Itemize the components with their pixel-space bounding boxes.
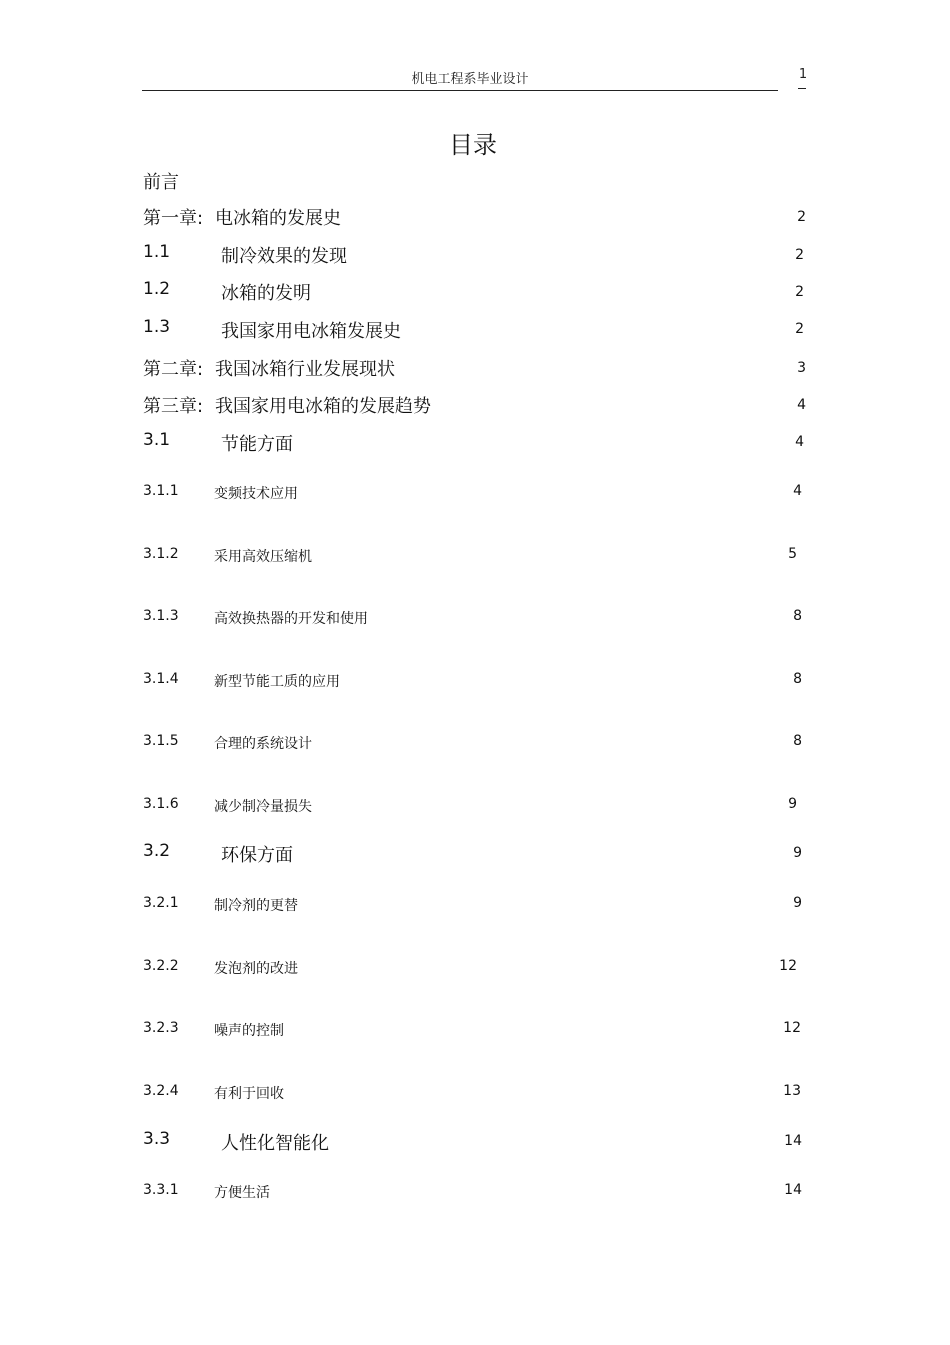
toc-entry-label: 人性化智能化 — [221, 1133, 329, 1154]
toc-entry-number: 3.2 — [143, 841, 171, 861]
toc-entry-label: 方便生活 — [214, 1185, 270, 1201]
toc-entry-number: 3.2.3 — [143, 1020, 179, 1036]
toc-entry-subsection-3-1-3 — [0, 608, 950, 638]
toc-entry-page: 8 — [793, 733, 802, 749]
page-number: 1 — [798, 67, 808, 82]
toc-entry-subsection-3-2-4 — [0, 1083, 950, 1113]
toc-entry-page: 14 — [784, 1133, 802, 1149]
toc-entry-number: 3.2.4 — [143, 1083, 179, 1099]
toc-entry-section-1-3 — [0, 317, 950, 347]
toc-entry-subsection-3-1-6 — [0, 796, 950, 826]
toc-entry-subsection-3-2-2 — [0, 958, 950, 988]
toc-entry-label: 冰箱的发明 — [221, 283, 311, 304]
toc-entry-chapter-2 — [0, 355, 950, 385]
toc-entry-subsection-3-1-5 — [0, 733, 950, 763]
toc-entry-page: 5 — [788, 546, 797, 562]
toc-entry-number: 1.1 — [143, 242, 171, 262]
toc-entry-label: 减少制冷量损失 — [214, 799, 312, 815]
toc-entry-label: 合理的系统设计 — [214, 736, 312, 752]
toc-entry-subsection-3-2-3 — [0, 1020, 950, 1050]
toc-entry-chapter-3 — [0, 392, 950, 422]
toc-entry-number: 1.3 — [143, 317, 171, 337]
toc-entry-preface — [0, 168, 950, 198]
toc-entry-label: 变频技术应用 — [214, 486, 298, 502]
toc-entry-page: 12 — [783, 1020, 801, 1036]
toc-entry-label: 我国家用电冰箱发展史 — [221, 321, 401, 342]
toc-entry-label: 高效换热器的开发和使用 — [214, 611, 368, 627]
toc-entry-page: 2 — [795, 247, 804, 263]
toc-entry-label: 采用高效压缩机 — [214, 549, 312, 565]
toc-entry-number: 第二章: — [143, 359, 204, 380]
toc-entry-label: 我国家用电冰箱的发展趋势 — [215, 396, 431, 417]
toc-entry-page: 2 — [795, 284, 804, 300]
page-number-underline — [798, 88, 806, 89]
toc-entry-number: 3.2.2 — [143, 958, 179, 974]
toc-entry-page: 12 — [779, 958, 797, 974]
toc-entry-label: 节能方面 — [221, 434, 293, 455]
toc-entry-page: 4 — [793, 483, 802, 499]
toc-entry-number: 3.1.1 — [143, 483, 179, 499]
toc-entry-subsection-3-2-1 — [0, 895, 950, 925]
toc-entry-label: 有利于回收 — [214, 1086, 284, 1102]
toc-entry-number: 3.1 — [143, 430, 171, 450]
toc-entry-label: 发泡剂的改进 — [214, 961, 298, 977]
toc-entry-number: 3.1.5 — [143, 733, 179, 749]
toc-entry-section-1-2 — [0, 279, 950, 309]
toc-entry-page: 2 — [795, 321, 804, 337]
toc-entry-page: 3 — [797, 360, 806, 376]
toc-entry-section-3-1 — [0, 430, 950, 460]
toc-entry-subsection-3-1-2 — [0, 546, 950, 576]
header-rule — [142, 90, 778, 91]
toc-entry-page: 9 — [793, 895, 802, 911]
toc-entry-page: 8 — [793, 608, 802, 624]
toc-entry-number: 3.1.2 — [143, 546, 179, 562]
toc-entry-number: 3.1.3 — [143, 608, 179, 624]
running-header-title: 机电工程系毕业设计 — [411, 72, 529, 87]
toc-entry-section-1-1 — [0, 242, 950, 272]
toc-entry-page: 14 — [784, 1182, 802, 1198]
toc-entry-number: 前言 — [143, 172, 179, 193]
toc-entry-label: 噪声的控制 — [214, 1023, 284, 1039]
toc-entry-number: 3.1.4 — [143, 671, 179, 687]
toc-entry-number: 3.3 — [143, 1129, 171, 1149]
toc-entry-page: 2 — [797, 209, 806, 225]
toc-entry-subsection-3-1-4 — [0, 671, 950, 701]
toc-entry-section-3-3 — [0, 1129, 950, 1159]
toc-entry-label: 环保方面 — [221, 845, 293, 866]
toc-entry-page: 13 — [783, 1083, 801, 1099]
toc-title: 目录 — [449, 131, 497, 159]
toc-entry-page: 9 — [788, 796, 797, 812]
toc-entry-number: 3.1.6 — [143, 796, 179, 812]
toc-entry-subsection-3-1-1 — [0, 483, 950, 513]
toc-entry-page: 4 — [795, 434, 804, 450]
toc-entry-chapter-1 — [0, 204, 950, 234]
toc-entry-label: 我国冰箱行业发展现状 — [215, 359, 395, 380]
toc-entry-page: 9 — [793, 845, 802, 861]
toc-entry-page: 4 — [797, 397, 806, 413]
toc-entry-number: 第三章: — [143, 396, 204, 417]
toc-entry-number: 3.2.1 — [143, 895, 179, 911]
toc-entry-section-3-2 — [0, 841, 950, 871]
toc-entry-number: 第一章: — [143, 208, 204, 229]
toc-entry-label: 制冷剂的更替 — [214, 898, 298, 914]
toc-entry-subsection-3-3-1 — [0, 1182, 950, 1212]
toc-entry-label: 新型节能工质的应用 — [214, 674, 340, 690]
toc-entry-number: 3.3.1 — [143, 1182, 179, 1198]
toc-entry-label: 制冷效果的发现 — [221, 246, 347, 267]
toc-entry-label: 电冰箱的发展史 — [215, 208, 341, 229]
toc-entry-page: 8 — [793, 671, 802, 687]
toc-entry-number: 1.2 — [143, 279, 171, 299]
